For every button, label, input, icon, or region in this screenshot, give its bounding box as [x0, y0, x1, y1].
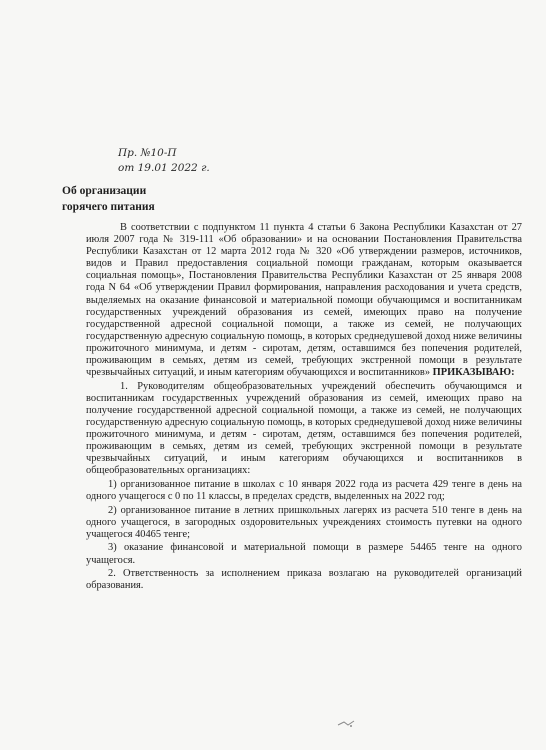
order-number: Пр. №10-П [118, 147, 177, 159]
subitem-3-paragraph: 3) оказание финансовой и материальной помощи в размере 54465 тенге на одного учащегося. [86, 542, 522, 566]
subitem-2-paragraph: 2) организованное питание в летних пришкольных лагерях из расчета 510 тенге в день на одного учащегося, в загородных оздоровительных учреждениях стоимость путевки на одного учащегося 40465 тенге; [86, 504, 522, 540]
document-body [86, 222, 522, 594]
preamble-text: В соответствии с подпунктом 11 пункта 4 статьи 6 Закона Республики Казахстан от 27 июля 2007 года № 319-111 «Об образовании» и на основании Постановления Правительства Республики Казахстан от 12 марта 2012 года № 320 «Об утверждении размеров, источников, видов и Правил предоставления социальной помощи гражданам, которым оказывается социальная помощь», Постановления Правительства Республики Казахстан от 25 января 2008 года N 64 «Об утверждении Правил формирования, направления расходования и учета средств, выделяемых на оказание финансовой и материальной помощи обучающимся и воспитанникам государственных учреждений образования из семей, имеющих право на получение государственной адресной социальной помощи, а также из семей, не получающих государственную адресную социальную помощь, в которых среднедушевой доход ниже величины прожиточного минимума, и детям - сиротам, детям, оставшимся без попечения родителей, проживающим в семьях, детям из семей, требующих экстренной помощи в результате чрезвычайных ситуаций, и иным категориям обучающихся и воспитанников» [86, 222, 522, 379]
item-2-paragraph: 2. Ответственность за исполнением приказа возлагаю на руководителей организаций образования. [86, 568, 522, 592]
registration-stamp [118, 146, 210, 176]
document-title [62, 183, 262, 215]
preamble-paragraph [86, 222, 522, 379]
title-line-2: горячего питания [62, 201, 155, 213]
item-1-paragraph: 1. Руководителям общеобразовательных учреждений обеспечить обучающимся и воспитанникам государственных учреждений образования из семей, имеющих право на получение государственной адресной социальной помощи, а также из семей, не получающих государственную адресную социальную помощь, в которых среднедушевой доход ниже величины прожиточного минимума, и детям - сиротам, детям, оставшимся без попечения родителей, проживающим в семьях, детям из семей, требующих экстренной помощи в результате чрезвычайных ситуаций, и иным категориям обучающихся и воспитанников в общеобразовательных организациях: [86, 380, 522, 477]
order-word: ПРИКАЗЫВАЮ: [432, 367, 515, 379]
subitem-1-paragraph: 1) организованное питание в школах с 10 января 2022 года из расчета 429 тенге в день на одного учащегося с 0 по 11 классы, в пределах средств, выделенных на 2022 год; [86, 478, 522, 503]
order-date: от 19.01 2022 г. [118, 162, 210, 174]
scan-speck-icon [336, 716, 358, 730]
title-line-1: Об организации [62, 185, 147, 197]
